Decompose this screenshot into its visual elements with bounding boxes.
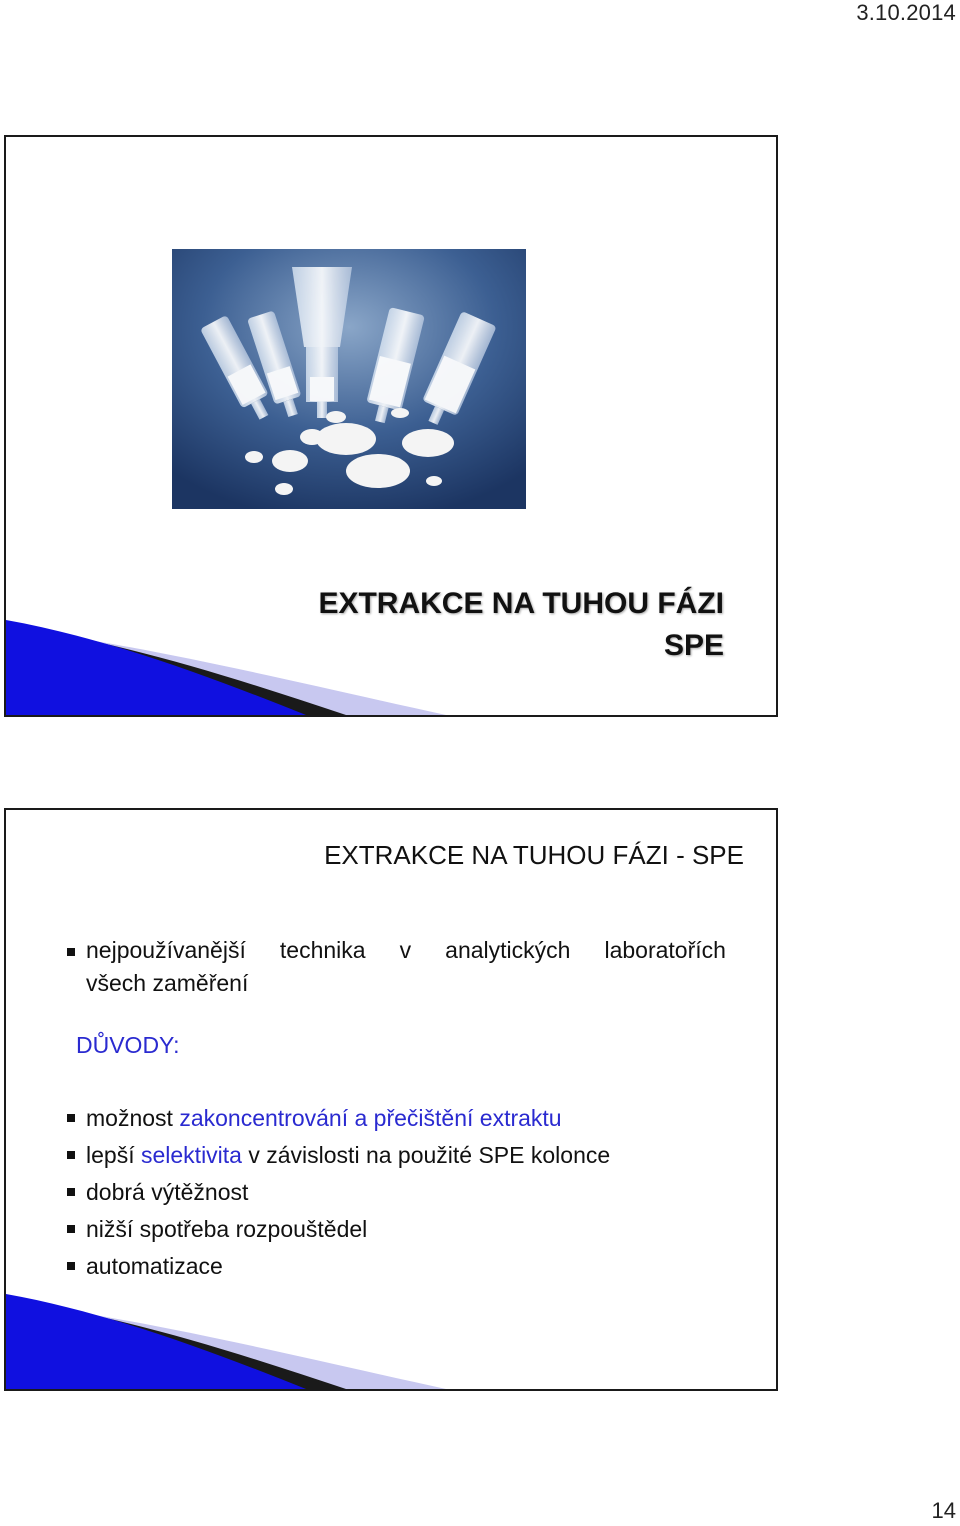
intro-word: laboratořích (604, 937, 726, 963)
reason-text: možnost (86, 1105, 180, 1131)
list-item (86, 1100, 610, 1137)
list-item (86, 1248, 610, 1285)
reason-text: lepší (86, 1142, 141, 1168)
list-item (86, 1211, 610, 1248)
reason-highlight: zakoncentrování a přečištění extraktu (179, 1105, 562, 1131)
list-item (86, 1174, 610, 1211)
slide-corner-decoration (6, 1294, 466, 1389)
reason-text: v závislosti na použité SPE kolonce (241, 1142, 611, 1168)
slide-date: 3.10.2014 (856, 0, 956, 25)
reason-text: dobrá výtěžnost (86, 1179, 249, 1205)
slide-content (4, 808, 778, 1391)
list-item (86, 1137, 610, 1174)
slide-content-title: EXTRAKCE NA TUHOU FÁZI - SPE (324, 840, 744, 870)
list-item (86, 934, 726, 1000)
intro-list (86, 934, 726, 1000)
reasons-heading: DŮVODY: (76, 1032, 180, 1058)
intro-word: nejpoužívanější (86, 937, 246, 963)
intro-line-1 (86, 934, 726, 967)
intro-word: v (399, 937, 412, 963)
title-line-2: SPE (663, 629, 724, 662)
title-line-1: EXTRAKCE NA TUHOU FÁZI (318, 587, 724, 620)
reasons-list (86, 1100, 610, 1285)
intro-word: technika (279, 937, 366, 963)
slide-corner-decoration (6, 620, 466, 715)
intro-word: analytických (445, 937, 571, 963)
spe-cartridges-photo (172, 249, 526, 509)
intro-line-2: všech zaměření (86, 970, 249, 996)
reason-highlight: selektivita (140, 1142, 242, 1168)
reason-text: nižší spotřeba rozpouštědel (86, 1216, 368, 1242)
reason-text: automatizace (86, 1253, 223, 1279)
page-number: 14 (931, 1498, 956, 1523)
slide-title (4, 135, 778, 717)
